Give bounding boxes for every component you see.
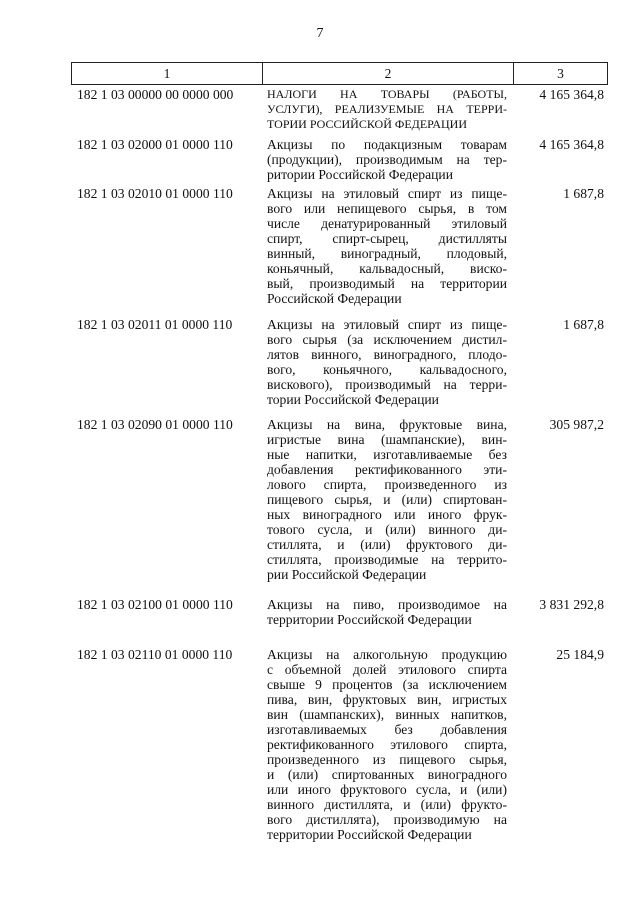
revenue-name-line: вискового), производимый на терри- [267, 377, 507, 392]
revenue-name-line: Акцизы по подакцизным товарам [267, 137, 507, 152]
revenue-name-line: Акцизы на вина, фруктовые вина, [267, 417, 507, 432]
table-row [71, 597, 608, 627]
table-row [71, 87, 608, 132]
revenue-name-line: коньячный, кальвадосный, виско- [267, 261, 507, 276]
revenue-name-line: лового спирта, произведенного из [267, 477, 507, 492]
revenue-name-line: вого дистиллята), производимую на [267, 812, 507, 827]
revenue-name-line: Акцизы на этиловый спирт из пище- [267, 317, 507, 332]
revenue-name-line: добавления ректификованного эти- [267, 462, 507, 477]
amount-value: 4 165 364,8 [539, 137, 604, 152]
budget-code: 182 1 03 02011 01 0000 110 [77, 317, 233, 332]
table-row [71, 137, 608, 182]
revenue-name-line: ТОРИИ РОССИЙСКОЙ ФЕДЕРАЦИИ [267, 117, 467, 131]
revenue-name-line: стиллята, производимые на террито- [267, 552, 507, 567]
table-row [71, 186, 608, 306]
table-row [71, 647, 608, 842]
amount-value: 3 831 292,8 [539, 597, 604, 612]
column-header-3: 3 [557, 65, 564, 81]
revenue-name-line: вин (шампанских), винных напитков, [267, 707, 507, 722]
revenue-name-line: Акцизы на этиловый спирт из пище- [267, 186, 507, 201]
budget-code: 182 1 03 02100 01 0000 110 [77, 597, 233, 612]
column-header-1: 1 [72, 63, 263, 84]
revenue-name [267, 417, 507, 582]
amount-value: 1 687,8 [563, 186, 604, 201]
amount-value: 305 987,2 [549, 417, 604, 432]
revenue-name-line: тового сусла, и (или) винного ди- [267, 522, 507, 537]
revenue-name-line: вый, производимый на территории [267, 276, 507, 291]
revenue-name [267, 647, 507, 842]
revenue-name-line: винного дистиллята, и (или) фрукто- [267, 797, 507, 812]
revenue-name-line: территории Российской Федерации [267, 612, 472, 627]
revenue-name-line: спирт, спирт-сырец, дистилляты [267, 231, 507, 246]
revenue-name-line: ректификованного этилового спирта, [267, 737, 507, 752]
revenue-name-line: рии Российской Федерации [267, 567, 427, 582]
page-number: 7 [316, 26, 324, 41]
revenue-name-line: винный, виноградный, плодовый, [267, 246, 507, 261]
budget-code: 182 1 03 02010 01 0000 110 [77, 186, 233, 201]
revenue-name-line: территории Российской Федерации [267, 827, 472, 842]
amount-value: 1 687,8 [563, 317, 604, 332]
revenue-name-line: ритории Российской Федерации [267, 167, 453, 182]
table-row [71, 317, 608, 407]
revenue-name-line: изготавливаемых без добавления [267, 722, 507, 737]
budget-code: 182 1 03 02110 01 0000 110 [77, 647, 233, 662]
revenue-name-line: Акцизы на алкогольную продукцию [267, 647, 507, 662]
revenue-name-line: с объемной долей этилового спирта [267, 662, 507, 677]
amount-value: 25 184,9 [556, 647, 604, 662]
budget-code: 182 1 03 02000 01 0000 110 [77, 137, 233, 152]
revenue-name-line: ные напитки, изготавливаемые без [267, 447, 507, 462]
budget-code: 182 1 03 02090 01 0000 110 [77, 417, 233, 432]
budget-code: 182 1 03 00000 00 0000 000 [77, 87, 234, 102]
revenue-name-line: стиллята, и (или) фруктового ди- [267, 537, 507, 552]
revenue-name [267, 597, 507, 627]
table-row [71, 417, 608, 582]
amount-value: 4 165 364,8 [539, 87, 604, 102]
revenue-name [267, 137, 507, 182]
revenue-name [267, 317, 507, 407]
revenue-name-line: (продукции), производимым на тер- [267, 152, 507, 167]
revenue-name [267, 186, 507, 306]
revenue-name-line: или иного фруктового сусла, и (или) [267, 782, 507, 797]
revenue-name-line: Акцизы на пиво, производимое на [267, 597, 507, 612]
table-header-row [71, 62, 608, 85]
revenue-name-line: вого или непищевого сырья, в том [267, 201, 507, 216]
revenue-name-line: НАЛОГИ НА ТОВАРЫ (РАБОТЫ, [267, 87, 507, 101]
revenue-table [71, 62, 608, 842]
revenue-name-line: пива, вин, фруктовых вин, игристых [267, 692, 507, 707]
revenue-name-line: вого сырья (за исключением дистил- [267, 332, 507, 347]
revenue-name-line: УСЛУГИ), РЕАЛИЗУЕМЫЕ НА ТЕРРИ- [267, 102, 507, 116]
revenue-name-line: и (или) спиртованных виноградного [267, 767, 507, 782]
revenue-name-line: свыше 9 процентов (за исключением [267, 677, 507, 692]
revenue-name-line: игристые вина (шампанские), вин- [267, 432, 507, 447]
column-header-2: 2 [263, 63, 514, 84]
revenue-name-line: пищевого сырья, и (или) спиртован- [267, 492, 507, 507]
revenue-name-line: вого, коньячного, кальвадосного, [267, 362, 507, 377]
revenue-name-line: Российской Федерации [267, 291, 402, 306]
revenue-name-line: лятов винного, виноградного, плодо- [267, 347, 507, 362]
revenue-name-line: числе денатурированный этиловый [267, 216, 507, 231]
revenue-name-line: тории Российской Федерации [267, 392, 439, 407]
revenue-name-line: произведенного из пищевого сырья, [267, 752, 507, 767]
revenue-name-line: ных виноградного или иного фрук- [267, 507, 507, 522]
revenue-name [267, 87, 507, 132]
